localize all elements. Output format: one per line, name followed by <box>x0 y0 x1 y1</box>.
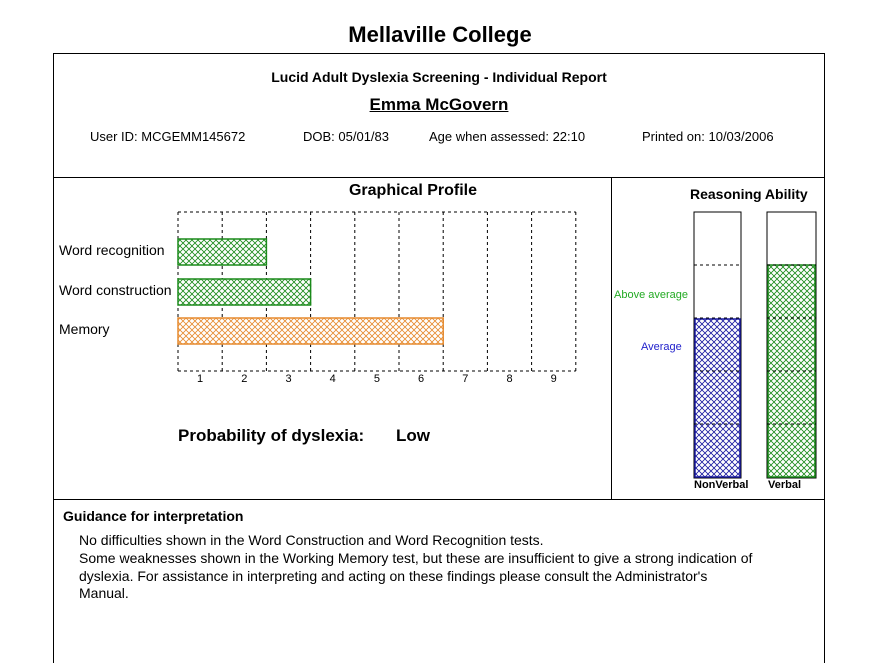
college-title: Mellaville College <box>348 22 532 47</box>
tick-label: 7 <box>462 373 469 385</box>
guidance-line-3: dyslexia. For assistance in interpreting and acting on these findings please consult the Administrator's <box>79 568 708 584</box>
tick-label: 8 <box>506 373 513 385</box>
guidance-line-2: Some weaknesses shown in the Working Memory test, but these are insufficient to give a strong indication of <box>79 550 753 566</box>
average-label: Average <box>641 341 682 353</box>
tick-label: 6 <box>418 373 425 385</box>
nonverbal-label: NonVerbal <box>694 479 749 491</box>
row-label-word-recognition: Word recognition <box>59 242 165 258</box>
tick-label: 1 <box>197 373 204 385</box>
graphical-profile-title: Graphical Profile <box>348 182 478 199</box>
tick-label: 9 <box>550 373 557 385</box>
guidance-title: Guidance for interpretation <box>63 508 244 524</box>
date-of-birth: DOB: 05/01/83 <box>303 129 389 144</box>
above-average-label: Above average <box>614 289 688 301</box>
tick-label: 5 <box>373 373 380 385</box>
printed-date: Printed on: 10/03/2006 <box>642 129 774 144</box>
tick-label: 2 <box>241 373 248 385</box>
verbal-label: Verbal <box>768 479 802 491</box>
student-name: Emma McGovern <box>369 95 509 114</box>
tick-label: 3 <box>285 373 292 385</box>
age-assessed: Age when assessed: 22:10 <box>429 129 586 144</box>
guidance-line-1: No difficulties shown in the Word Construction and Word Recognition tests. <box>79 532 544 548</box>
guidance-line-4: Manual. <box>79 585 129 601</box>
tick-label: 4 <box>329 373 336 385</box>
row-label-memory: Memory <box>59 321 110 337</box>
bar-word-recognition <box>178 239 266 265</box>
bar-word-construction <box>178 279 311 305</box>
reasoning-ability-title: Reasoning Ability <box>690 186 808 202</box>
nonverbal-bar <box>695 319 740 477</box>
bar-memory <box>178 318 443 344</box>
probability-value: Low <box>396 426 430 445</box>
probability-label: Probability of dyslexia: <box>178 426 365 445</box>
user-id: User ID: MCGEMM145672 <box>90 129 246 144</box>
report-title: Lucid Adult Dyslexia Screening - Individual Report <box>271 69 607 85</box>
row-label-word-construction: Word construction <box>59 282 172 298</box>
